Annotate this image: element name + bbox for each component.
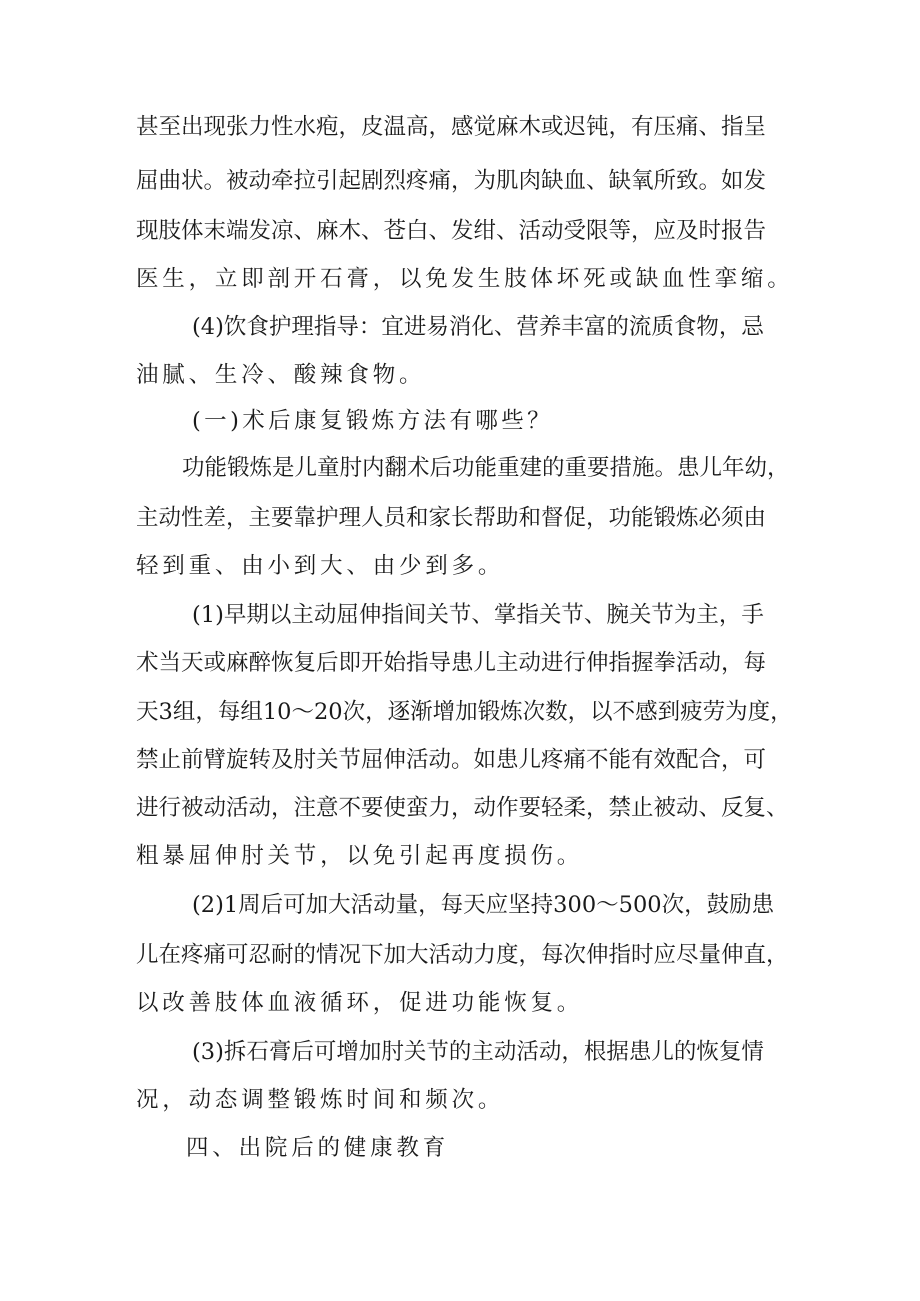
line-text: 进行被动活动，注意不要使蛮力，动作要轻柔，禁止被动、反复、 <box>136 795 789 821</box>
text-line <box>0 785 920 831</box>
line-text: 禁止前臂旋转及肘关节屈伸活动。如患儿疼痛不能有效配合，可 <box>136 747 767 773</box>
text-line <box>0 833 920 879</box>
line-text: (2)1周后可加大活动量，每天应坚持300～500次，鼓励患 <box>192 892 775 918</box>
text-line <box>0 352 920 398</box>
text-line <box>0 932 920 978</box>
line-text: 主动性差，主要靠护理人员和家长帮助和督促，功能锻炼必须由 <box>136 505 767 531</box>
line-text: (一)术后康复锻炼方法有哪些？ <box>192 408 554 434</box>
line-text: (4)饮食护理指导：宜进易消化、营养丰富的流质食物，忌 <box>192 314 764 340</box>
text-line <box>0 640 920 686</box>
line-text: 儿在疼痛可忍耐的情况下加大活动力度，每次伸指时应尽量伸直， <box>136 942 789 968</box>
text-line <box>0 104 920 150</box>
line-text: 现肢体末端发凉、麻木、苍白、发绀、活动受限等，应及时报告 <box>136 218 767 244</box>
text-line <box>0 980 920 1026</box>
line-text: 轻到重、由小到大、由少到多。 <box>136 553 505 579</box>
text-line <box>0 158 920 204</box>
line-text: 医生，立即剖开石膏，以免发生肢体坏死或缺血性挛缩。 <box>136 266 794 292</box>
text-line <box>0 1077 920 1123</box>
line-text: 粗暴屈伸肘关节，以免引起再度损伤。 <box>136 843 584 869</box>
text-line <box>0 543 920 589</box>
line-text: 甚至出现张力性水疱，皮温高，感觉麻木或迟钝，有压痛、指呈 <box>136 114 767 140</box>
line-text: 况，动态调整锻炼时间和频次。 <box>136 1087 505 1113</box>
text-line <box>0 208 920 254</box>
text-line <box>0 304 920 350</box>
text-line <box>0 737 920 783</box>
text-line <box>0 1029 920 1075</box>
line-text: 四、出院后的健康教育 <box>186 1135 450 1161</box>
line-text: 天3组，每组10～20次，逐渐增加锻炼次数，以不感到疲劳为度， <box>136 699 793 725</box>
section-heading <box>0 398 920 444</box>
text-line <box>0 592 920 638</box>
text-line <box>0 495 920 541</box>
line-text: 油腻、生冷、酸辣食物。 <box>136 362 426 388</box>
text-line <box>0 882 920 928</box>
line-text: 屈曲状。被动牵拉引起剧烈疼痛，为肌肉缺血、缺氧所致。如发 <box>136 168 767 194</box>
line-text: 术当天或麻醉恢复后即开始指导患儿主动进行伸指握拳活动，每 <box>136 650 767 676</box>
text-line <box>0 689 920 735</box>
line-text: 以改善肢体血液循环，促进功能恢复。 <box>136 990 584 1016</box>
text-line <box>0 256 920 302</box>
line-text: (3)拆石膏后可增加肘关节的主动活动，根据患儿的恢复情 <box>192 1039 764 1065</box>
line-text: 功能锻炼是儿童肘内翻术后功能重建的重要措施。患儿年幼， <box>182 455 790 481</box>
text-line <box>0 445 920 491</box>
section-heading <box>0 1125 920 1171</box>
line-text: (1)早期以主动屈伸指间关节、掌指关节、腕关节为主，手 <box>192 602 764 628</box>
